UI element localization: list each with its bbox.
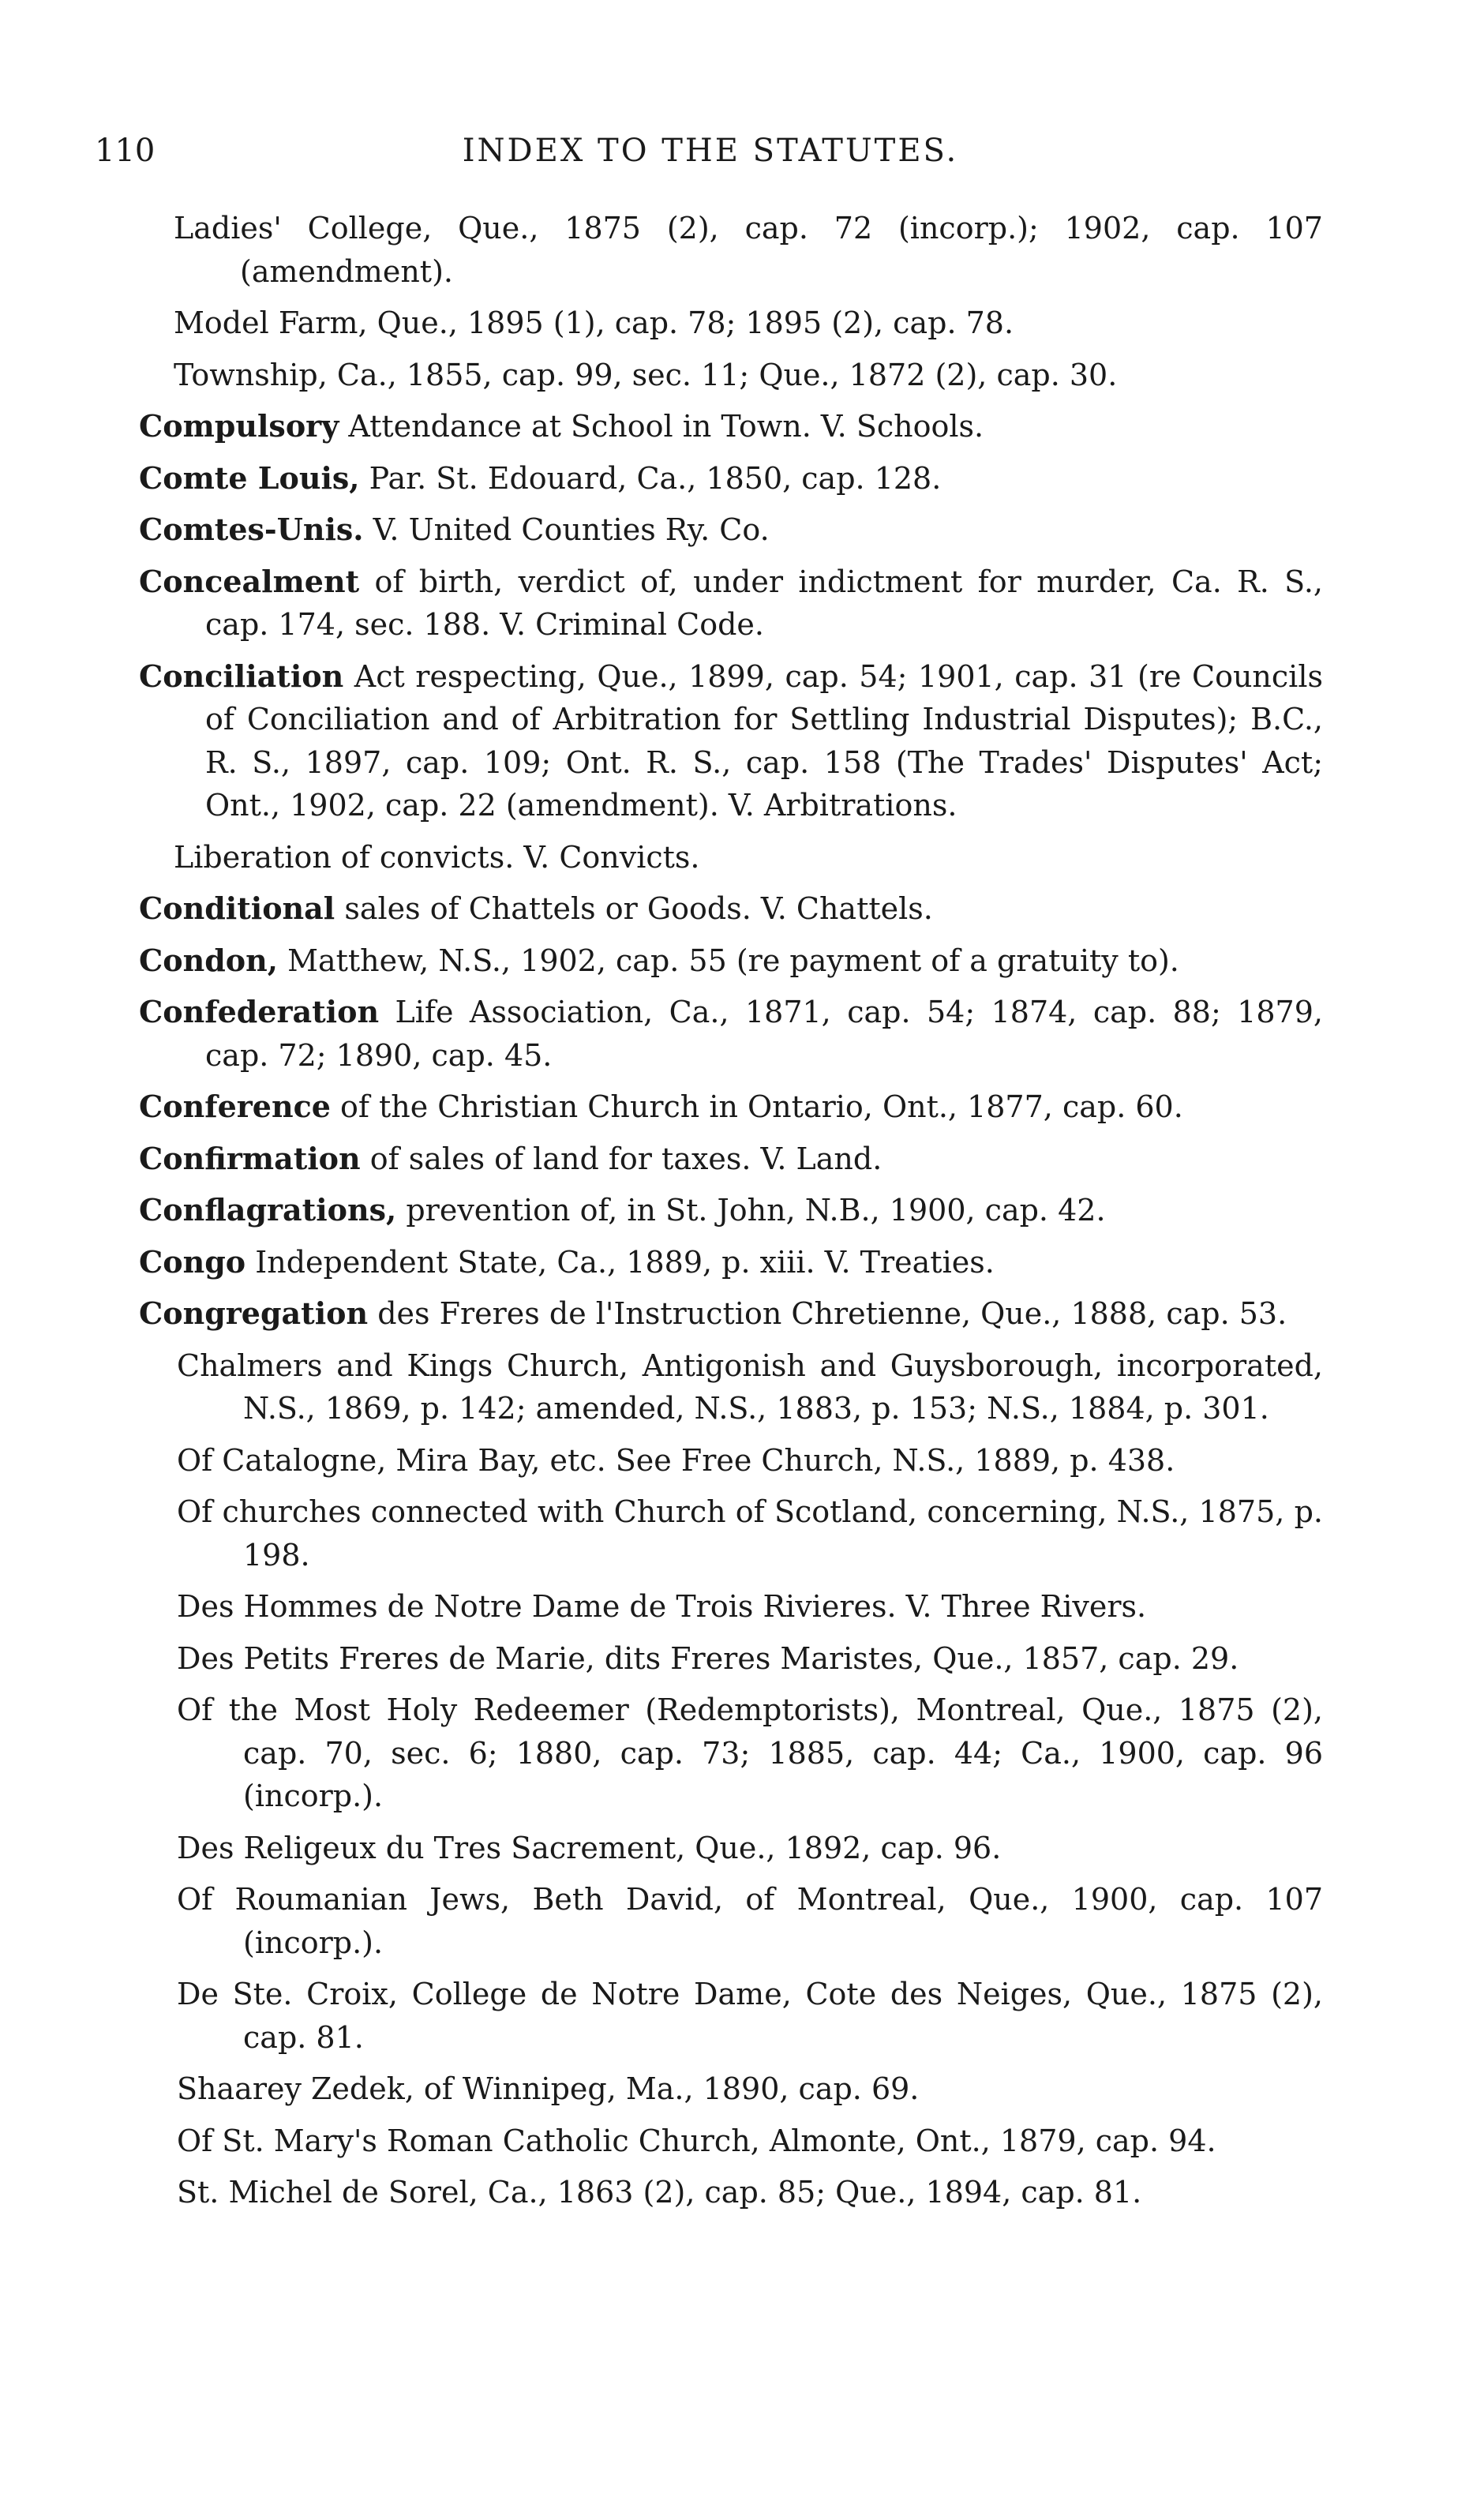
entry-heading: Congregation <box>139 1295 369 1331</box>
entry-text: Par. St. Edouard, Ca., 1850, cap. 128. <box>359 460 942 496</box>
entry-heading: Conflagrations, <box>139 1192 397 1228</box>
entry-heading: Conference <box>139 1089 331 1124</box>
index-entry <box>139 560 1323 647</box>
entry-text: Chalmers and Kings Church, Antigonish and Guysborough, incorporated, N.S., 1869, p. 142; amended, N.S., 1883, p. 153; N.S., 1884, p. 301. <box>177 1348 1323 1426</box>
entry-text: Of the Most Holy Redeemer (Redemptorists), Montreal, Que., 1875 (2), cap. 70, sec. 6; 1880, cap. 73; 1885, cap. 44; Ca., 1900, cap. 96 (incorp.). <box>177 1692 1323 1813</box>
entry-heading: Comtes-Unis. <box>139 512 364 547</box>
entry-text: prevention of, in St. John, N.B., 1900, cap. 42. <box>396 1193 1106 1228</box>
index-entry <box>177 2120 1323 2163</box>
entry-heading: Concealment <box>139 563 360 599</box>
index-entry <box>139 405 1323 448</box>
entry-text: Des Petits Freres de Marie, dits Freres Maristes, Que., 1857, cap. 29. <box>177 1640 1239 1676</box>
index-entry <box>177 2067 1323 2111</box>
entry-heading: Comte Louis, <box>139 459 360 496</box>
page-number: 110 <box>95 133 156 169</box>
entry-text: Of St. Mary's Roman Catholic Church, Almonte, Ont., 1879, cap. 94. <box>177 2123 1216 2158</box>
entry-text: Matthew, N.S., 1902, cap. 55 (re payment of a gratuity to). <box>278 943 1179 978</box>
index-entry <box>139 887 1323 931</box>
index-entry <box>177 1439 1323 1483</box>
entry-text: De Ste. Croix, College de Notre Dame, Cote des Neiges, Que., 1875 (2), cap. 81. <box>177 1977 1323 2055</box>
index-entry <box>139 1085 1323 1129</box>
entry-text: Life Association, Ca., 1871, cap. 54; 1874, cap. 88; 1879, cap. 72; 1890, cap. 45. <box>205 995 1323 1073</box>
index-entry <box>174 354 1323 397</box>
entry-text: Model Farm, Que., 1895 (1), cap. 78; 1895 (2), cap. 78. <box>174 306 1014 340</box>
index-entry <box>177 1827 1323 1870</box>
index-entry <box>177 1585 1323 1629</box>
index-entry <box>139 1189 1323 1232</box>
entry-text: Of Catalogne, Mira Bay, etc. See Free Church, N.S., 1889, p. 438. <box>177 1442 1175 1478</box>
index-entry <box>174 207 1323 293</box>
entry-text: Des Hommes de Notre Dame de Trois Rivieres. V. Three Rivers. <box>177 1589 1147 1624</box>
entry-heading: Conciliation <box>139 658 344 694</box>
index-entry <box>139 1138 1323 1181</box>
index-entry <box>177 1490 1323 1576</box>
page-header <box>95 133 1326 180</box>
entry-heading: Confirmation <box>139 1140 361 1176</box>
entry-text: of the Christian Church in Ontario, Ont., 1877, cap. 60. <box>330 1089 1183 1124</box>
entry-text: St. Michel de Sorel, Ca., 1863 (2), cap. 85; Que., 1894, cap. 81. <box>177 2175 1142 2210</box>
index-entry <box>139 508 1323 552</box>
entry-text: Township, Ca., 1855, cap. 99, sec. 11; Que., 1872 (2), cap. 30. <box>174 357 1118 392</box>
index-entry <box>177 1689 1323 1818</box>
index-entry <box>177 1973 1323 2059</box>
entry-heading: Condon, <box>139 942 278 978</box>
entry-heading: Conditional <box>139 890 335 926</box>
entry-text: Act respecting, Que., 1899, cap. 54; 1901, cap. 31 (re Councils of Conciliation and of Arbitration for Settling Industrial Disputes); B.C., R. S., 1897, cap. 109; Ont. R. S., cap. 158 (The Trades' Disputes' Act; Ont., 1902, cap. 22 (amendment). V. Arbitrations. <box>205 658 1323 823</box>
entry-text: Independent State, Ca., 1889, p. xiii. V. Treaties. <box>245 1244 995 1280</box>
entry-text: V. United Counties Ry. Co. <box>363 512 770 547</box>
entry-text: sales of Chattels or Goods. V. Chattels. <box>335 891 933 926</box>
index-entry <box>139 457 1323 500</box>
entry-text: Liberation of convicts. V. Convicts. <box>174 839 700 875</box>
entry-text: Attendance at School in Town. V. Schools. <box>339 409 984 444</box>
index-entry <box>177 2171 1323 2214</box>
entry-text: Of Roumanian Jews, Beth David, of Montreal, Que., 1900, cap. 107 (incorp.). <box>177 1882 1323 1960</box>
index-entry <box>177 1878 1323 1964</box>
entry-text: Shaarey Zedek, of Winnipeg, Ma., 1890, cap. 69. <box>177 2071 920 2106</box>
index-entries <box>139 207 1323 2223</box>
entry-text: Ladies' College, Que., 1875 (2), cap. 72 (incorp.); 1902, cap. 107 (amendment). <box>174 211 1323 289</box>
entry-text: Des Religeux du Tres Sacrement, Que., 1892, cap. 96. <box>177 1830 1002 1865</box>
entry-text: des Freres de l'Instruction Chretienne, Que., 1888, cap. 53. <box>368 1296 1287 1331</box>
index-entry <box>139 1292 1323 1336</box>
index-entry <box>174 302 1323 345</box>
index-entry <box>177 1637 1323 1681</box>
entry-text: Of churches connected with Church of Scotland, concerning, N.S., 1875, p. 198. <box>177 1494 1323 1572</box>
index-entry <box>174 836 1323 879</box>
entry-text: of sales of land for taxes. V. Land. <box>360 1141 883 1176</box>
entry-heading: Congo <box>139 1243 246 1280</box>
index-entry <box>139 655 1323 827</box>
index-entry <box>177 1344 1323 1430</box>
index-entry <box>139 1241 1323 1284</box>
index-entry <box>139 991 1323 1077</box>
index-entry <box>139 939 1323 983</box>
entry-text: of birth, verdict of, under indictment for murder, Ca. R. S., cap. 174, sec. 188. V. Criminal Code. <box>205 564 1323 642</box>
entry-heading: Compulsory <box>139 408 339 444</box>
entry-heading: Confederation <box>139 994 380 1029</box>
running-head: INDEX TO THE STATUTES. <box>462 133 959 169</box>
